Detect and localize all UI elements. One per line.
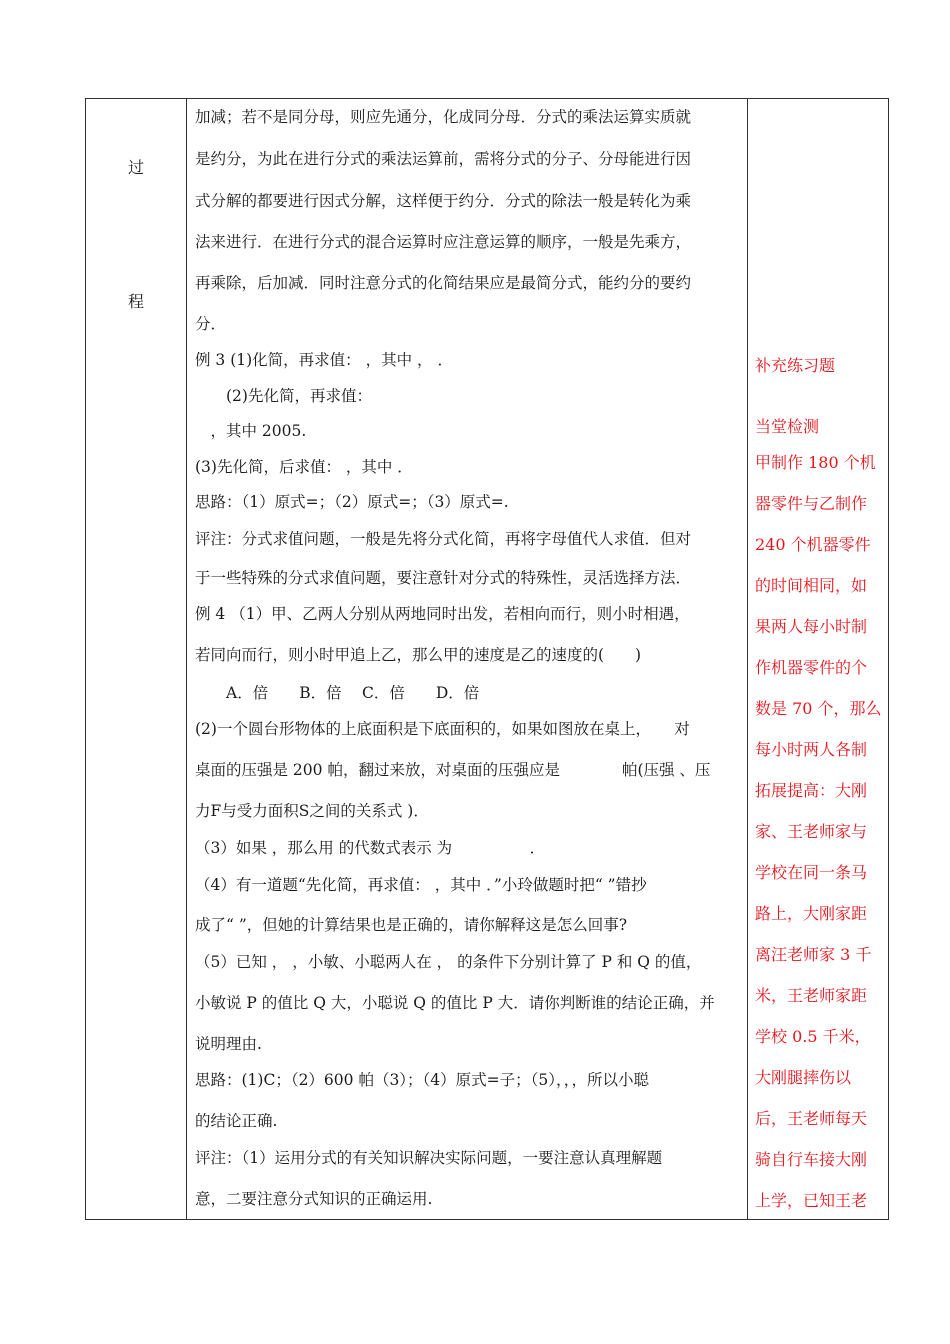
main-line: 小敏说 P 的值比 Q 大，小聪说 Q 的值比 P 大．请你判断谁的结论正确，并 <box>195 994 715 1012</box>
side-heading-check: 当堂检测 <box>755 417 820 436</box>
main-line: 的结论正确. <box>195 1112 278 1130</box>
hint-line: 思路：(1)C；（2）600 帕（3）；（4）原式=子；（5），，，所以小聪 <box>195 1071 650 1089</box>
side-heading-practice: 补充练习题 <box>755 356 836 375</box>
main-line: 力F与受力面积S之间的关系式 )． <box>195 802 429 820</box>
main-line: 是约分，为此在进行分式的乘法运算前，需将分式的分子、分母能进行因 <box>195 150 692 168</box>
main-line: (3)先化简，后求值： ，其中 ． <box>195 458 413 476</box>
side-line: 路上，大刚家距 <box>755 904 868 923</box>
side-line: 上学，已知王老 <box>755 1191 868 1210</box>
side-line: 器零件与乙制作 <box>755 494 868 513</box>
main-line: (2)先化简，再求值： <box>195 387 372 405</box>
side-line: 每小时两人各制 <box>755 740 868 759</box>
main-line: （5）已知 ， ，小敏、小聪两人在 ， 的条件下分别计算了 P 和 Q 的值， <box>195 953 702 971</box>
main-line: （4）有一道题“先化简，再求值： ，其中 ．”小玲做题时把“ ”错抄 <box>195 876 647 894</box>
main-line: 意，二要注意分式知识的正确运用. <box>195 1190 433 1208</box>
stage-label-char-2: 程 <box>127 292 144 311</box>
main-line: 说明理由. <box>195 1035 262 1053</box>
main-line: 于一些特殊的分式求值问题，要注意针对分式的特殊性，灵活选择方法． <box>195 569 692 587</box>
side-line: 甲制作 180 个机 <box>755 453 876 472</box>
main-line: 桌面的压强是 200 帕，翻过来放，对桌面的压强应是 帕(压强 、压 <box>195 761 711 779</box>
side-line: 的时间相同，如 <box>755 576 868 595</box>
lesson-table <box>85 98 889 1220</box>
column-divider-right <box>747 99 748 1219</box>
side-line: 家、王老师家与 <box>755 822 868 841</box>
example-4-heading: 例 4 （1）甲、乙两人分别从两地同时出发，若相向而行，则小时相遇， <box>195 605 690 623</box>
hint-line: 思路：（1）原式=；（2）原式=；（3）原式=. <box>195 493 509 511</box>
main-line: 式分解的都要进行因式分解，这样便于约分．分式的除法一般是转化为乘 <box>195 192 692 210</box>
example-3-heading: 例 3 (1)化简，再求值： ，其中 ， ． <box>195 351 453 369</box>
side-line: 240 个机器零件 <box>755 535 871 554</box>
stage-label-char-1: 过 <box>127 158 144 177</box>
main-line: 成了“ ”，但她的计算结果也是正确的，请你解释这是怎么回事? <box>195 916 628 934</box>
side-line: 后，王老师每天 <box>755 1109 868 1128</box>
side-line: 米，王老师家距 <box>755 986 868 1005</box>
side-line: 作机器零件的个 <box>755 658 868 677</box>
main-line: （3）如果 ，那么用 的代数式表示 为 ． <box>195 839 546 857</box>
side-line: 数是 70 个，那么 <box>755 699 882 718</box>
comment-line: 评注：（1）运用分式的有关知识解决实际问题，一要注意认真理解题 <box>195 1149 663 1167</box>
main-line: 加减；若不是同分母，则应先通分，化成同分母．分式的乘法运算实质就 <box>195 108 692 126</box>
main-line: 再乘除，后加减．同时注意分式的化简结果应是最简分式，能约分的要约 <box>195 274 692 292</box>
main-line: 法来进行．在进行分式的混合运算时应注意运算的顺序，一般是先乘方， <box>195 233 692 251</box>
answer-choices: A．倍 B．倍 C．倍 D．倍 <box>195 684 480 702</box>
main-line: (2)一个圆台形物体的上底面积是下底面积的，如果如图放在桌上， 对 <box>195 720 690 738</box>
side-line: 学校在同一条马 <box>755 863 868 882</box>
side-line: 离汪老师家 3 千 <box>755 945 872 964</box>
side-line: 果两人每小时制 <box>755 617 868 636</box>
column-divider-left <box>186 99 187 1219</box>
side-line: 骑自行车接大刚 <box>755 1150 868 1169</box>
side-line: 学校 0.5 千米， <box>755 1027 871 1046</box>
main-line: 若同向而行，则小时甲追上乙，那么甲的速度是乙的速度的( ) <box>195 646 642 664</box>
main-line: ，其中 2005. <box>195 422 307 440</box>
side-line: 大刚腿摔伤以 <box>755 1068 852 1087</box>
side-heading-extension: 拓展提高：大刚 <box>755 781 868 800</box>
comment-line: 评注：分式求值问题，一般是先将分式化简，再将字母值代人求值．但对 <box>195 530 692 548</box>
main-line: 分． <box>195 315 227 333</box>
